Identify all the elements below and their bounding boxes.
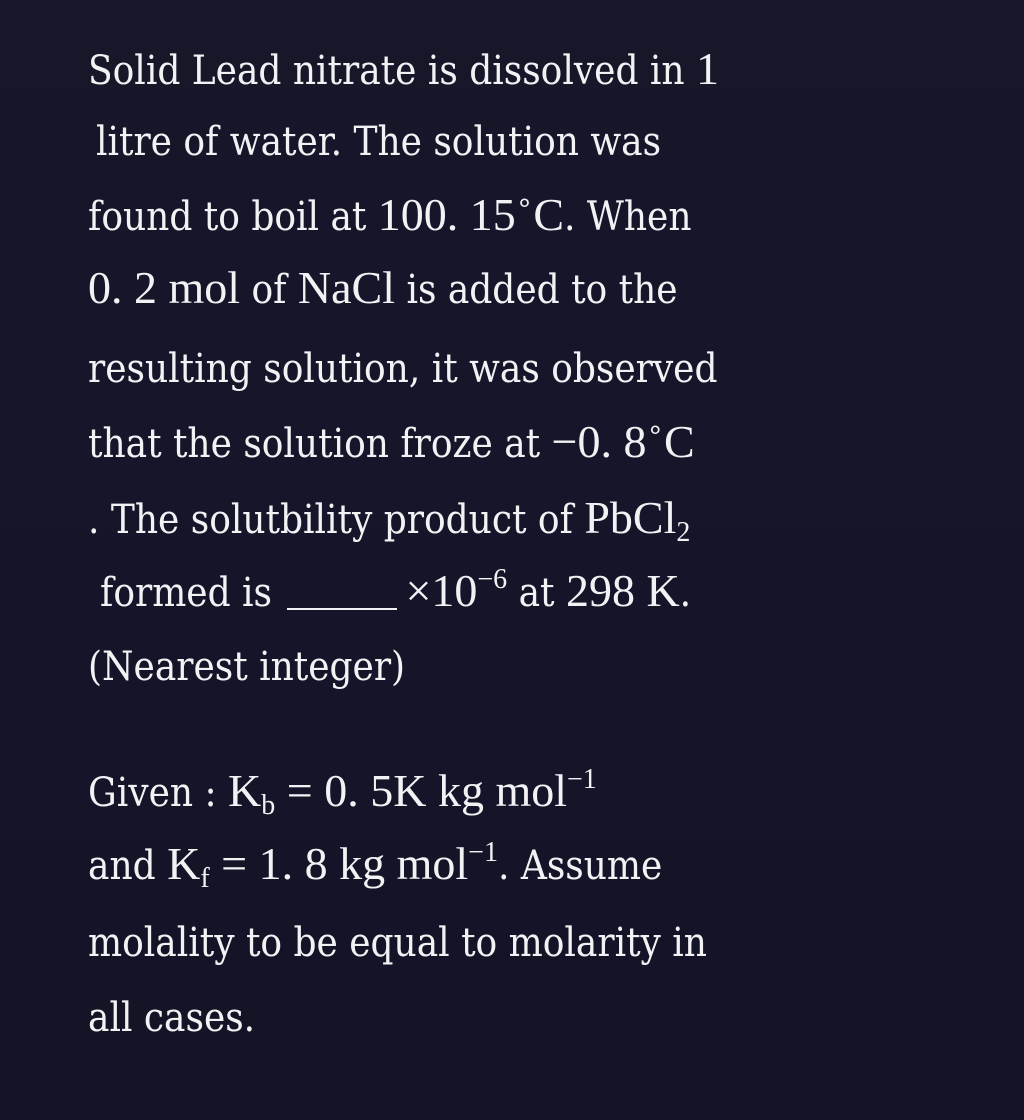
question-text: . The solutbility product of: [88, 497, 585, 543]
answer-blank: [287, 606, 397, 610]
chem-formula-pbcl2: PbCl$_2$: [584, 492, 691, 548]
question-line-6: [88, 407, 695, 477]
question-text: at: [507, 570, 566, 616]
given-line-2: [88, 829, 662, 899]
question-text: Solid Lead nitrate is dissolved in: [88, 48, 697, 94]
given-text: molality to be equal to molarity in: [88, 920, 707, 966]
question-line-3: [88, 180, 692, 250]
question-text: (Nearest integer): [88, 644, 406, 690]
question-line-5: [88, 334, 718, 404]
question-line-2: [96, 107, 661, 177]
question-text: found to boil at: [88, 194, 378, 240]
celsius-unit: C: [533, 189, 565, 240]
boiling-point-value: 100. 15: [377, 189, 516, 240]
question-line-8: [100, 556, 691, 626]
chem-formula-nacl: NaCl: [297, 262, 396, 313]
question-text: formed is: [100, 570, 284, 616]
question-text: .: [679, 570, 692, 616]
given-label: Given :: [88, 770, 229, 816]
degree-symbol: ∘: [515, 188, 534, 219]
question-text: that the solution froze at: [88, 421, 552, 467]
question-text: of: [240, 267, 298, 313]
nacl-amount: 0. 2 mol: [88, 262, 241, 313]
given-line-4: [88, 983, 255, 1053]
given-text: all cases.: [88, 995, 256, 1041]
celsius-unit: C: [664, 416, 695, 467]
question-line-1: [88, 34, 719, 104]
question-line-9: [88, 632, 405, 702]
given-text: and: [88, 843, 168, 889]
math-number: 1: [696, 43, 720, 94]
question-line-4: [88, 253, 678, 323]
given-line-1: [88, 756, 597, 826]
question-text: resulting solution, it was observed: [88, 346, 718, 392]
question-text: is added to the: [395, 267, 678, 313]
given-line-3: [88, 908, 707, 978]
question-text: . When: [564, 194, 692, 240]
question-line-7: [88, 483, 690, 553]
degree-symbol: ∘: [646, 415, 665, 446]
question-text: litre of water. The solution was: [96, 119, 662, 165]
given-text: . Assume: [497, 843, 663, 889]
kf-constant: $K_f = 1$. 8 kg mol$^{-1}$: [167, 837, 498, 894]
freezing-point-value: −0. 8: [551, 416, 647, 467]
kb-constant: $K_b = 0$. 5K kg mol$^{-1}$: [228, 764, 597, 821]
power-of-ten: $\times 10^{-6}$: [405, 564, 508, 616]
temperature-value: 298 K: [565, 565, 680, 616]
